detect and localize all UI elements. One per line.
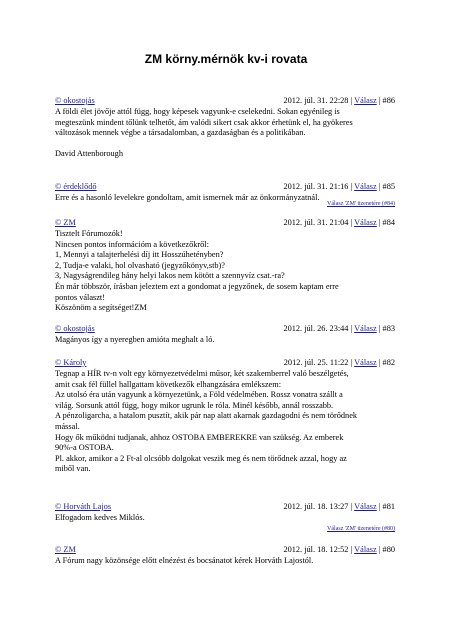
post-text-line: Én már többször, írásban jeleztem ezt a gondomat a jegyzőnek, de sosem kaptam erre xyxy=(55,281,339,291)
reply-link[interactable]: Válasz xyxy=(354,324,377,333)
post-author-link[interactable]: © érdeklődő xyxy=(55,182,97,191)
post-author-link[interactable]: © okostojás xyxy=(55,324,95,333)
post-date: 2012. júl. 31. 21:04 xyxy=(283,218,349,227)
post-meta xyxy=(55,182,395,193)
post-meta-right: 2012. júl. 18. 12:52 | Válasz | #80 xyxy=(283,545,395,554)
post-text-line: Hogy ők működni tudjanak, ahhoz OSTOBA EMBEREKRE van szükség. Az emberek xyxy=(55,432,344,442)
post-text-line: miből van. xyxy=(55,464,91,474)
reply-link[interactable]: Válasz xyxy=(354,358,377,367)
post-author-link[interactable]: © okostojás xyxy=(55,96,95,105)
post-text-line: Magányos így a nyeregben amióta meghalt a ló. xyxy=(55,335,215,344)
post-author-link[interactable]: © Horváth Lajos xyxy=(55,502,112,511)
post-text-line: Pl. akkor, amikor a 2 Ft-al olcsóbb dolgokat veszik meg és nem törődnek azzal, hogy az xyxy=(55,453,347,463)
reply-reference-link[interactable]: Válasz 'ZM' üzenetére (#84) xyxy=(327,201,395,207)
post-text-line: Tisztelt Fórumozók! xyxy=(55,229,123,238)
post-text-line: Nincsen pontos információm a következőkről: xyxy=(55,239,209,249)
post-meta-right: 2012. júl. 31. 21:04 | Válasz | #84 xyxy=(283,218,395,227)
post-number: #83 xyxy=(382,324,395,333)
post-text-line: amit csak fél füllel hallgattam következők elhangzására emlékszem: xyxy=(55,379,281,389)
forum-post xyxy=(55,502,395,524)
post-meta-right: 2012. júl. 31. 22:28 | Válasz | #86 xyxy=(283,96,395,105)
post-meta-right: 2012. júl. 18. 13:27 | Válasz | #81 xyxy=(283,502,395,511)
reply-link[interactable]: Válasz xyxy=(354,96,377,105)
post-text-line: A pénzoligarcha, a hatalom pusztít, akik pár nap alatt akarnak gazdagodni és nem törődnek xyxy=(55,411,358,421)
post-text-line: Elfogadom kedves Miklós. xyxy=(55,513,145,522)
post-text-line: 3, Nagyságrendileg hány helyi lakos nem kötött a szennyvíz csat.-ra? xyxy=(55,271,285,281)
post-text-line xyxy=(55,139,395,150)
post-text-line: Tegnap a HÍR tv-n volt egy környezetvédelmi műsor, két szakemberrel való beszélgetés, xyxy=(55,369,349,378)
post-date: 2012. júl. 18. 12:52 xyxy=(283,545,349,554)
post-meta xyxy=(55,358,395,369)
post-meta xyxy=(55,218,395,229)
reply-link[interactable]: Válasz xyxy=(354,502,377,511)
forum-post xyxy=(55,218,395,314)
post-text-line: 1, Mennyi a talajterhelési díj itt Hosszúhetényben? xyxy=(55,250,224,260)
post-text-line: A Fórum nagy közönsége előtt elnézést és bocsánatot kérek Horváth Lajostól. xyxy=(55,556,314,565)
post-date: 2012. júl. 31. 21:16 xyxy=(283,182,349,191)
post-text-line: Erre és a hasonló levelekre gondoltam, amit ismernek már az önkormányzatnál. xyxy=(55,193,320,202)
post-text-line: világ. Sorsunk attól függ, hogy mikor ugrunk le róla. Minél később, annál rosszabb. xyxy=(55,400,334,410)
post-text-line: változások mennek végbe a társadalomban, a gazdaságban és a politikában. xyxy=(55,128,306,138)
post-date: 2012. júl. 18. 13:27 xyxy=(283,502,349,511)
page-title: ZM körny.mérnök kv-i rovata xyxy=(144,52,308,66)
post-text-line: David Attenborough xyxy=(55,149,123,159)
post-text-line: mással. xyxy=(55,421,80,431)
post-text-line: A földi élet jövője attól függ, hogy képesek vagyunk-e cselekedni. Sokan egyénileg is xyxy=(55,107,340,116)
post-text-line: megteszünk mindent tőlünk telhetőt, ám valódi sikert csak akkor érhetünk el, ha gyökeres xyxy=(55,117,353,127)
post-meta xyxy=(55,96,395,107)
post-date: 2012. júl. 31. 22:28 xyxy=(283,96,349,105)
post-number: #86 xyxy=(382,96,395,105)
post-number: #81 xyxy=(382,502,395,511)
post-text-line: 2, Tudja-e valaki, hol olvasható (jegyzőkönyv,stb)? xyxy=(55,260,225,270)
forum-post xyxy=(55,358,395,475)
post-meta-right: 2012. júl. 26. 23:44 | Válasz | #83 xyxy=(283,324,395,333)
post-meta xyxy=(55,324,395,335)
post-author-link[interactable]: © Károly xyxy=(55,358,87,367)
post-text-line: 90%-a OSTOBA. xyxy=(55,443,114,453)
reply-link[interactable]: Válasz xyxy=(354,545,377,554)
post-text-line: Az utolsó éra után vagyunk a környezetünk, a Föld védelmében. Rossz vonatra szállt a xyxy=(55,390,343,400)
post-author-link[interactable]: © ZM xyxy=(55,545,76,554)
reply-reference-link[interactable]: Válasz 'ZM' üzenetére (#80) xyxy=(327,526,395,532)
post-text-line: Köszönöm a segítséget!ZM xyxy=(55,303,147,313)
forum-post xyxy=(55,324,395,346)
forum-post xyxy=(55,545,395,567)
post-meta xyxy=(55,545,395,556)
post-text-line: pontos választ! xyxy=(55,292,106,302)
forum-post xyxy=(55,96,395,160)
post-date: 2012. júl. 26. 23:44 xyxy=(283,324,349,333)
post-number: #84 xyxy=(382,218,395,227)
post-author-link[interactable]: © ZM xyxy=(55,218,76,227)
post-number: #82 xyxy=(382,358,395,367)
reply-link[interactable]: Válasz xyxy=(354,218,377,227)
post-meta-right: 2012. júl. 25. 11:22 | Válasz | #82 xyxy=(283,358,395,367)
post-number: #80 xyxy=(382,545,395,554)
post-date: 2012. júl. 25. 11:22 xyxy=(283,358,349,367)
reply-link[interactable]: Válasz xyxy=(354,182,377,191)
post-meta xyxy=(55,502,395,513)
post-number: #85 xyxy=(382,182,395,191)
post-meta-right: 2012. júl. 31. 21:16 | Válasz | #85 xyxy=(283,182,395,191)
